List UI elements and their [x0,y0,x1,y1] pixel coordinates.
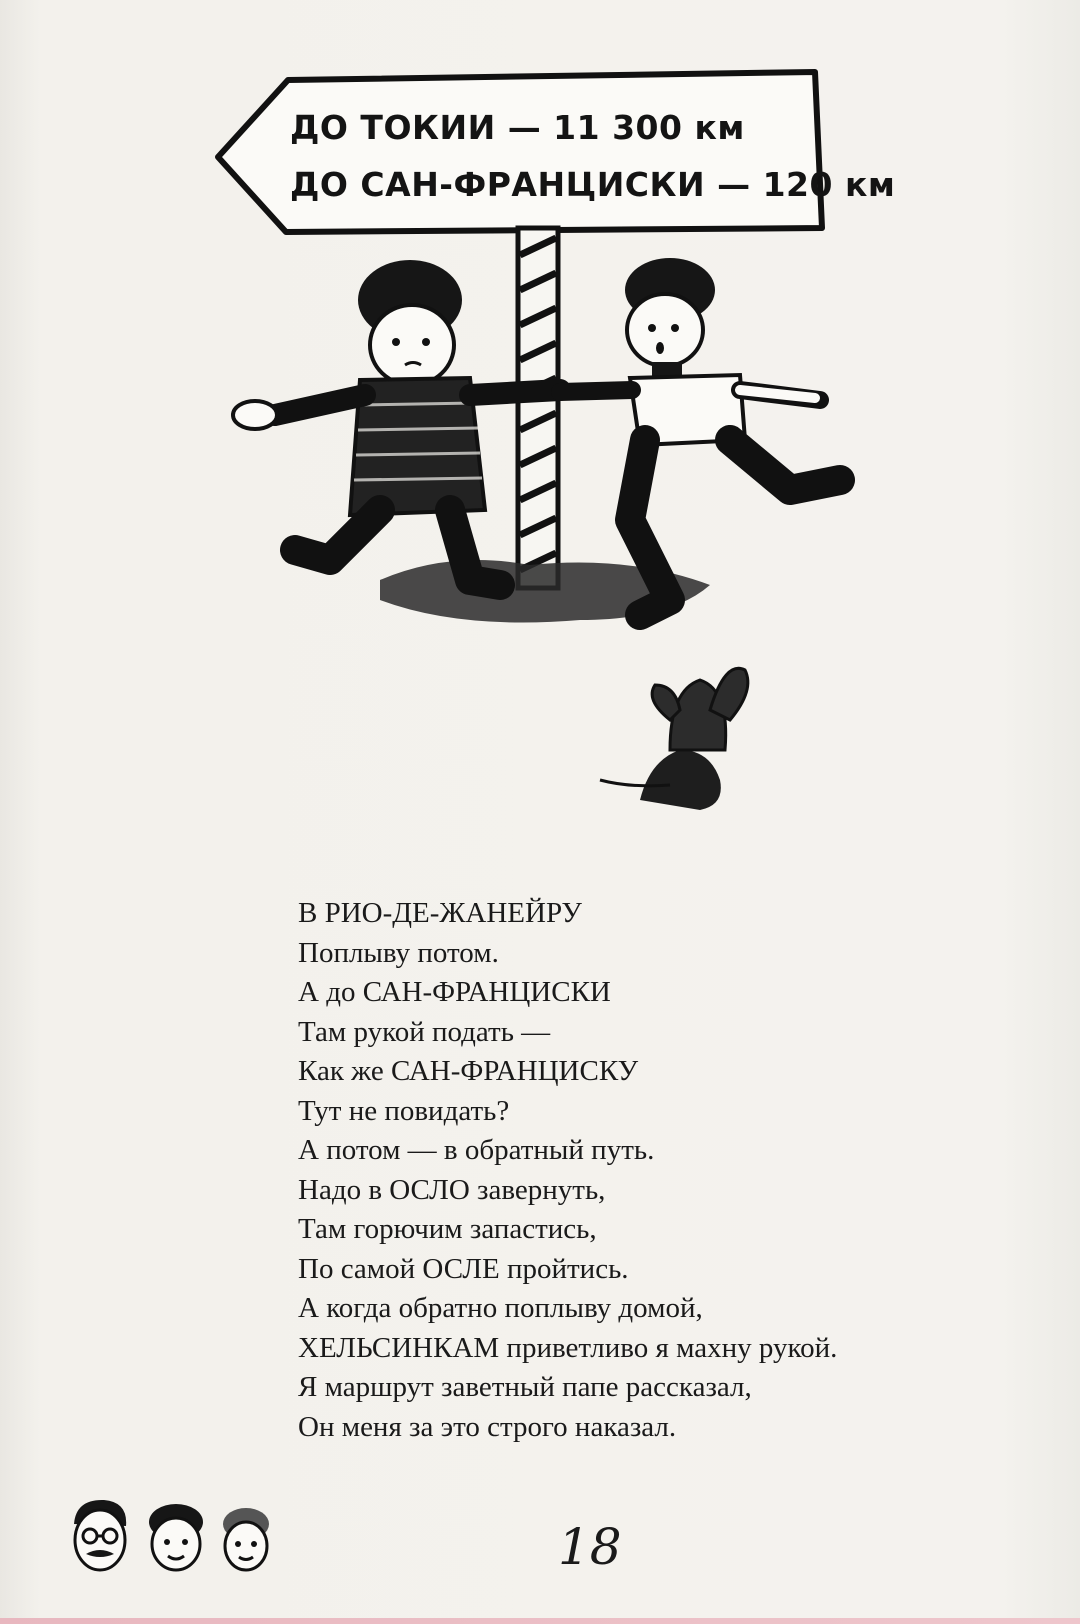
poem-line: А до САН-ФРАНЦИСКИ [298,976,611,1008]
poem-line: Там горючим запастись, [298,1213,597,1245]
poem-line: Как же САН-ФРАНЦИСКУ [298,1055,639,1087]
poem-line: В РИО-ДЕ-ЖАНЕЙРУ [298,897,582,929]
page-number: 18 [558,1518,622,1576]
cactus-illustration [600,668,748,810]
poem-line: Поплыву потом. [298,936,499,969]
poem-line: А когда обратно поплыву домой, [298,1292,703,1324]
poem-line: По самой ОСЛЕ пройтись. [298,1252,629,1285]
sign-line-san-francisco: ДО САН-ФРАНЦИСКИ — 120 км [290,165,896,204]
poem-line: А потом — в обратный путь. [298,1134,655,1166]
running-boys-illustration [233,260,560,585]
poem-line: Тут не повидать? [298,1094,510,1127]
poem-line: Там рукой подать — [298,1015,551,1048]
striped-post [518,228,558,588]
poem-line: Он меня за это строго наказал. [298,1410,677,1443]
poem-line: Я маршрут заветный папе рассказал, [298,1371,752,1403]
page-edge [0,1618,1080,1624]
three-faces-icon [66,1494,296,1582]
sign-line-tokyo: ДО ТОКИИ — 11 300 км [290,108,745,147]
poem-line: ХЕЛЬСИНКАМ приветливо я махну рукой. [298,1331,838,1364]
poem-line: Надо в ОСЛО завернуть, [298,1173,606,1206]
poem-text [298,894,837,1447]
